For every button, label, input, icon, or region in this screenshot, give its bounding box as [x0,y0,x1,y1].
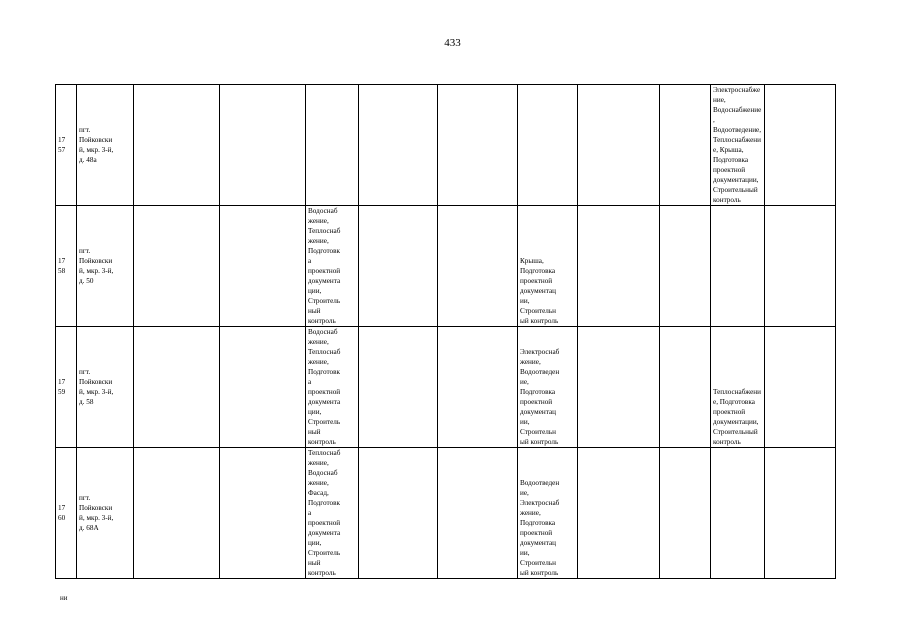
empty-cell [438,448,518,579]
empty-cell [660,448,711,579]
cell-text-line: контроль [308,569,336,577]
cell-text-line: й, мкр. 3-й, [79,514,114,522]
empty-cell [359,85,438,206]
cell-text-line: пгт. [79,126,91,134]
cell-text-line: д. 50 [79,277,94,285]
cell-text-line: 60 [58,514,66,522]
work-types-cell [306,327,359,448]
cell-text-line: проектной [520,398,553,406]
cell-text-line: 17 [58,257,66,265]
cell-text-line: Строитель [308,297,341,305]
cell-text-line: жение, [308,338,329,346]
work-types-cell [518,448,578,579]
empty-cell [578,206,660,327]
cell-text-line: документа [308,529,341,537]
cell-text-line: жение, [520,358,541,366]
cell-text-line: проектной [713,408,746,416]
cell-text-line: Теплоснаб [308,449,341,457]
cell-text-line: пгт. [79,494,91,502]
cell-text-line: жение, [520,509,541,517]
empty-cell [765,206,836,327]
cell-text-line: жение, [308,237,329,245]
cell-text-line: проектной [520,277,553,285]
cell-text-line: документац [520,539,556,547]
cell-text-line: Электроснаб [520,348,560,356]
cell-text-line: ции, [308,408,322,416]
cell-text-line: проектной [520,529,553,537]
work-types-cell [306,206,359,327]
empty-cell [438,206,518,327]
cell-text-line: пгт. [79,247,91,255]
empty-cell [359,206,438,327]
cell-text-line: Строительн [520,559,557,567]
cell-text-line: Пойковски [79,378,113,386]
cell-text-line: ый контроль [520,317,559,325]
cell-text-line: жение, [308,459,329,467]
work-types-cell [711,327,765,448]
cell-text-line: Теплоснабжени [713,388,761,396]
cell-text-line: ный [308,428,321,436]
cell-text-line: й, мкр. 3-й, [79,146,114,154]
cell-text-line: е, Крыша, [713,146,744,154]
cell-text-line: Подготовк [308,499,341,507]
empty-cell [134,206,220,327]
empty-cell [578,327,660,448]
row-number-cell [56,448,77,579]
cell-text-line: жение, [308,217,329,225]
cell-text-line: жение, [308,358,329,366]
cell-text-line: Строитель [308,549,341,557]
address-cell [77,206,134,327]
cell-text-line: ый контроль [520,438,559,446]
empty-cell [578,448,660,579]
empty-cell [765,327,836,448]
empty-cell [134,327,220,448]
cell-text-line: Теплоснаб [308,227,341,235]
empty-cell [660,327,711,448]
empty-cell [220,206,306,327]
cell-text-line: Водоотведен [520,479,560,487]
cell-text-line: ции, [308,539,322,547]
footer-mark: ни [60,594,68,602]
empty-cell [220,448,306,579]
cell-text-line: ии, [520,549,530,557]
cell-text-line: контроль [308,438,336,446]
cell-text-line: Теплоснаб [308,348,341,356]
cell-text-line: ние, [713,96,726,104]
address-cell [77,85,134,206]
cell-text-line: ии, [520,297,530,305]
cell-text-line: д. 58 [79,398,94,406]
cell-text-line: Подготовк [308,368,341,376]
cell-text-line: документации, [713,176,759,184]
empty-cell [578,85,660,206]
cell-text-line: Пойковски [79,136,113,144]
cell-text-line: ый контроль [520,569,559,577]
cell-text-line: а [308,257,312,265]
cell-text-line: Подготовка [520,267,556,275]
cell-text-line: й, мкр. 3-й, [79,267,114,275]
table-row [56,85,836,206]
table-row [56,327,836,448]
cell-text-line: Подготовка [713,156,749,164]
cell-text-line: контроль [713,438,741,446]
cell-text-line: й, мкр. 3-й, [79,388,114,396]
empty-cell [660,85,711,206]
cell-text-line: Фасад, [308,489,329,497]
empty-cell [765,448,836,579]
work-types-cell [711,206,765,327]
work-types-cell [518,85,578,206]
cell-text-line: контроль [713,196,741,204]
table-row [56,448,836,579]
cell-text-line: д. 68А [79,524,99,532]
empty-cell [660,206,711,327]
work-types-cell [518,327,578,448]
row-number-cell [56,327,77,448]
cell-text-line: ии, [520,418,530,426]
empty-cell [438,327,518,448]
row-number-cell [56,206,77,327]
cell-text-line: ие, [520,489,529,497]
empty-cell [134,85,220,206]
address-cell [77,327,134,448]
cell-text-line: проектной [308,519,341,527]
cell-text-line: Водоотведен [520,368,560,376]
cell-text-line: Водоснаб [308,207,338,215]
cell-text-line: Водоснабжение [713,106,762,114]
work-types-cell [306,448,359,579]
cell-text-line: проектной [308,267,341,275]
cell-text-line: ный [308,559,321,567]
cell-text-line: 58 [58,267,66,275]
cell-text-line: а [308,509,312,517]
cell-text-line: е, Подготовка [713,398,755,406]
work-types-cell [711,85,765,206]
empty-cell [359,327,438,448]
cell-text-line: документац [520,287,556,295]
cell-text-line: д. 48а [79,156,97,164]
cell-text-line: ие, [520,378,529,386]
cell-text-line: Электроснаб [520,499,560,507]
cell-text-line: Водоотведение, [713,126,762,134]
page-number: 433 [444,37,461,49]
work-types-cell [711,448,765,579]
cell-text-line: Строительн [520,428,557,436]
cell-text-line: 59 [58,388,66,396]
cell-text-line: 17 [58,378,66,386]
empty-cell [134,448,220,579]
empty-cell [220,85,306,206]
work-types-cell [306,85,359,206]
cell-text-line: Электроснабже [713,86,761,94]
cell-text-line: Водоснаб [308,328,338,336]
cell-text-line: жение, [308,479,329,487]
empty-cell [359,448,438,579]
cell-text-line: Теплоснабжени [713,136,761,144]
cell-text-line: Водоснаб [308,469,338,477]
cell-text-line: Подготовка [520,519,556,527]
cell-text-line: Крыша, [520,257,544,265]
cell-text-line: проектной [713,166,746,174]
cell-text-line: ный [308,307,321,315]
cell-text-line: Пойковски [79,257,113,265]
cell-text-line: Пойковски [79,504,113,512]
cell-text-line: , [713,116,715,124]
cell-text-line: Строительн [520,307,557,315]
cell-text-line: Подготовка [520,388,556,396]
cell-text-line: контроль [308,317,336,325]
cell-text-line: а [308,378,312,386]
empty-cell [220,327,306,448]
cell-text-line: документа [308,277,341,285]
cell-text-line: 57 [58,146,66,154]
row-number-cell [56,85,77,206]
cell-text-line: документации, [713,418,759,426]
address-cell [77,448,134,579]
cell-text-line: 17 [58,136,66,144]
table-row [56,206,836,327]
cell-text-line: Строитель [308,418,341,426]
cell-text-line: Подготовк [308,247,341,255]
cell-text-line: Строительный [713,428,758,436]
cell-text-line: документац [520,408,556,416]
cell-text-line: ции, [308,287,322,295]
cell-text-line: 17 [58,504,66,512]
work-types-cell [518,206,578,327]
program-table [55,84,836,579]
cell-text-line: документа [308,398,341,406]
cell-text-line: пгт. [79,368,91,376]
cell-text-line: Строительный [713,186,758,194]
cell-text-line: проектной [308,388,341,396]
empty-cell [765,85,836,206]
empty-cell [438,85,518,206]
